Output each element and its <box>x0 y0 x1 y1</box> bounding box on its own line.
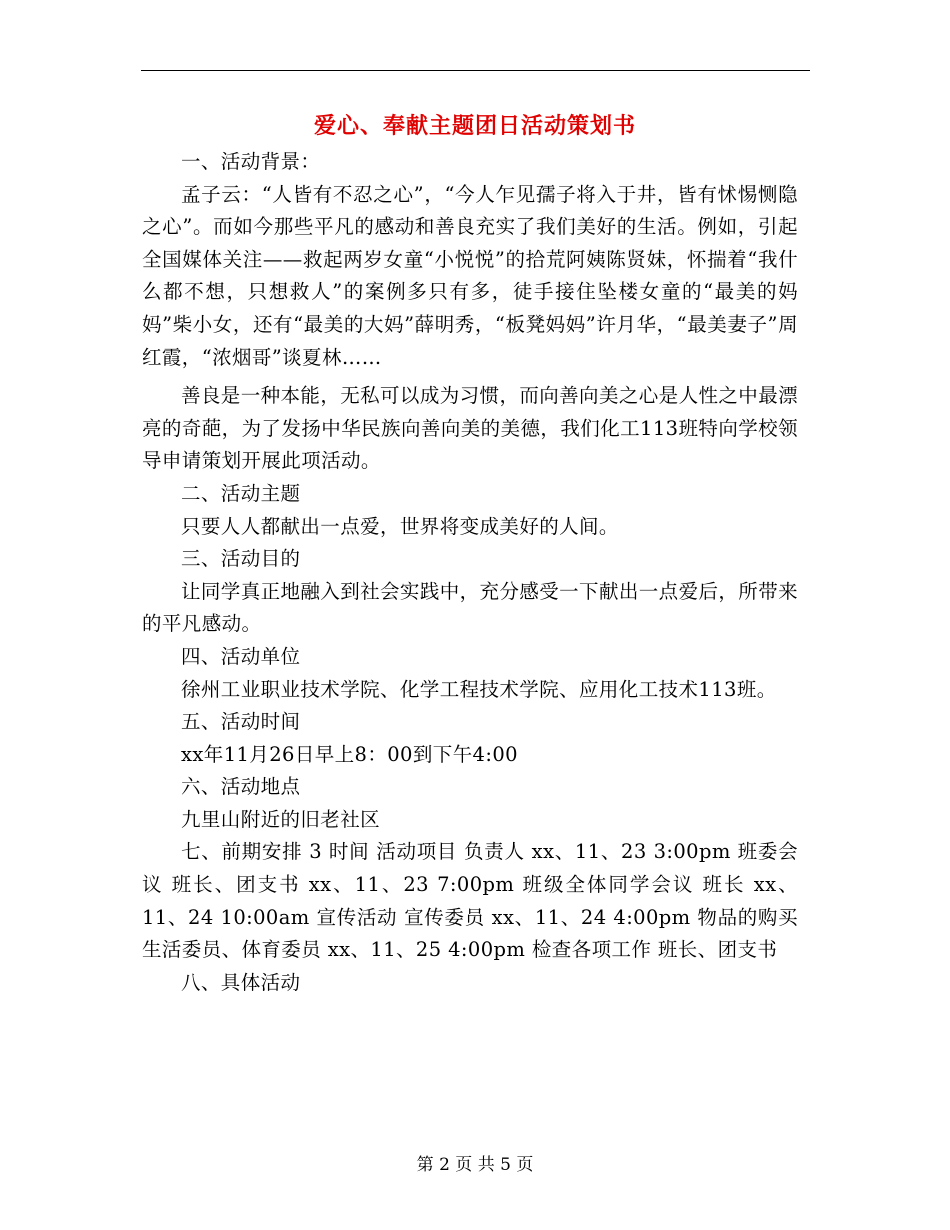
heading-time: 五、活动时间 <box>181 710 301 734</box>
page-number-label: 第 2 页 共 5 页 <box>416 1155 534 1175</box>
heading-unit: 四、活动单位 <box>181 644 301 668</box>
paragraph-purpose: 让同学真正地融入到社会实践中，充分感受一下献出一点爱后，所带来的平凡感动。 <box>142 579 798 636</box>
paragraph-schedule: 七、前期安排 3 时间 活动项目 负责人 xx、11、23 3:00pm 班委会议 班长、团支书 xx、11、23 7:00pm 班级全体同学会议 班长 xx、11、24 10:00am 宣传活动 宣传委员 xx、11、24 4:00pm 物品的购买 生活委员、体育委员 xx、11、25 4:00pm 检查各项工作 班长、团支书 <box>142 840 798 962</box>
paragraph-background-1: 孟子云：“人皆有不忍之心”，“今人乍见孺子将入于井，皆有怵惕恻隐之心”。而如今那些平凡的感动和善良充实了我们美好的生活。例如，引起全国媒体关注——救起两岁女童“小悦悦”的拾荒阿姨陈贤妹，怀揣着“我什么都不想，只想救人”的案例多只有多，徒手接住坠楼女童的“最美的妈妈”柴小女，还有“最美的大妈”薛明秀，“板凳妈妈”许月华，“最美妻子”周红霞，“浓烟哥”谈夏林…… <box>142 182 798 369</box>
page-footer <box>0 1153 950 1177</box>
paragraph-unit: 徐州工业职业技术学院、化学工程技术学院、应用化工技术113班。 <box>181 677 777 701</box>
heading-purpose: 三、活动目的 <box>181 547 301 571</box>
heading-theme: 二、活动主题 <box>181 481 301 505</box>
heading-activities: 八、具体活动 <box>181 970 301 994</box>
paragraph-theme: 只要人人都献出一点爱，世界将变成美好的人间。 <box>181 514 619 538</box>
header-rule <box>141 70 810 71</box>
document-title: 爱心、奉献主题团日活动策划书 <box>313 113 636 139</box>
paragraph-time: xx年11月26日早上8：00到下午4:00 <box>181 742 518 766</box>
paragraph-location: 九里山附近的旧老社区 <box>181 807 381 831</box>
document-body <box>142 146 798 999</box>
heading-background: 一、活动背景： <box>181 150 321 173</box>
heading-location: 六、活动地点 <box>181 775 301 799</box>
paragraph-background-2: 善良是一种本能，无私可以成为习惯，而向善向美之心是人性之中最漂亮的奇葩，为了发扬中华民族向善向美的美德，我们化工113班特向学校领导申请策划开展此项活动。 <box>142 384 798 473</box>
